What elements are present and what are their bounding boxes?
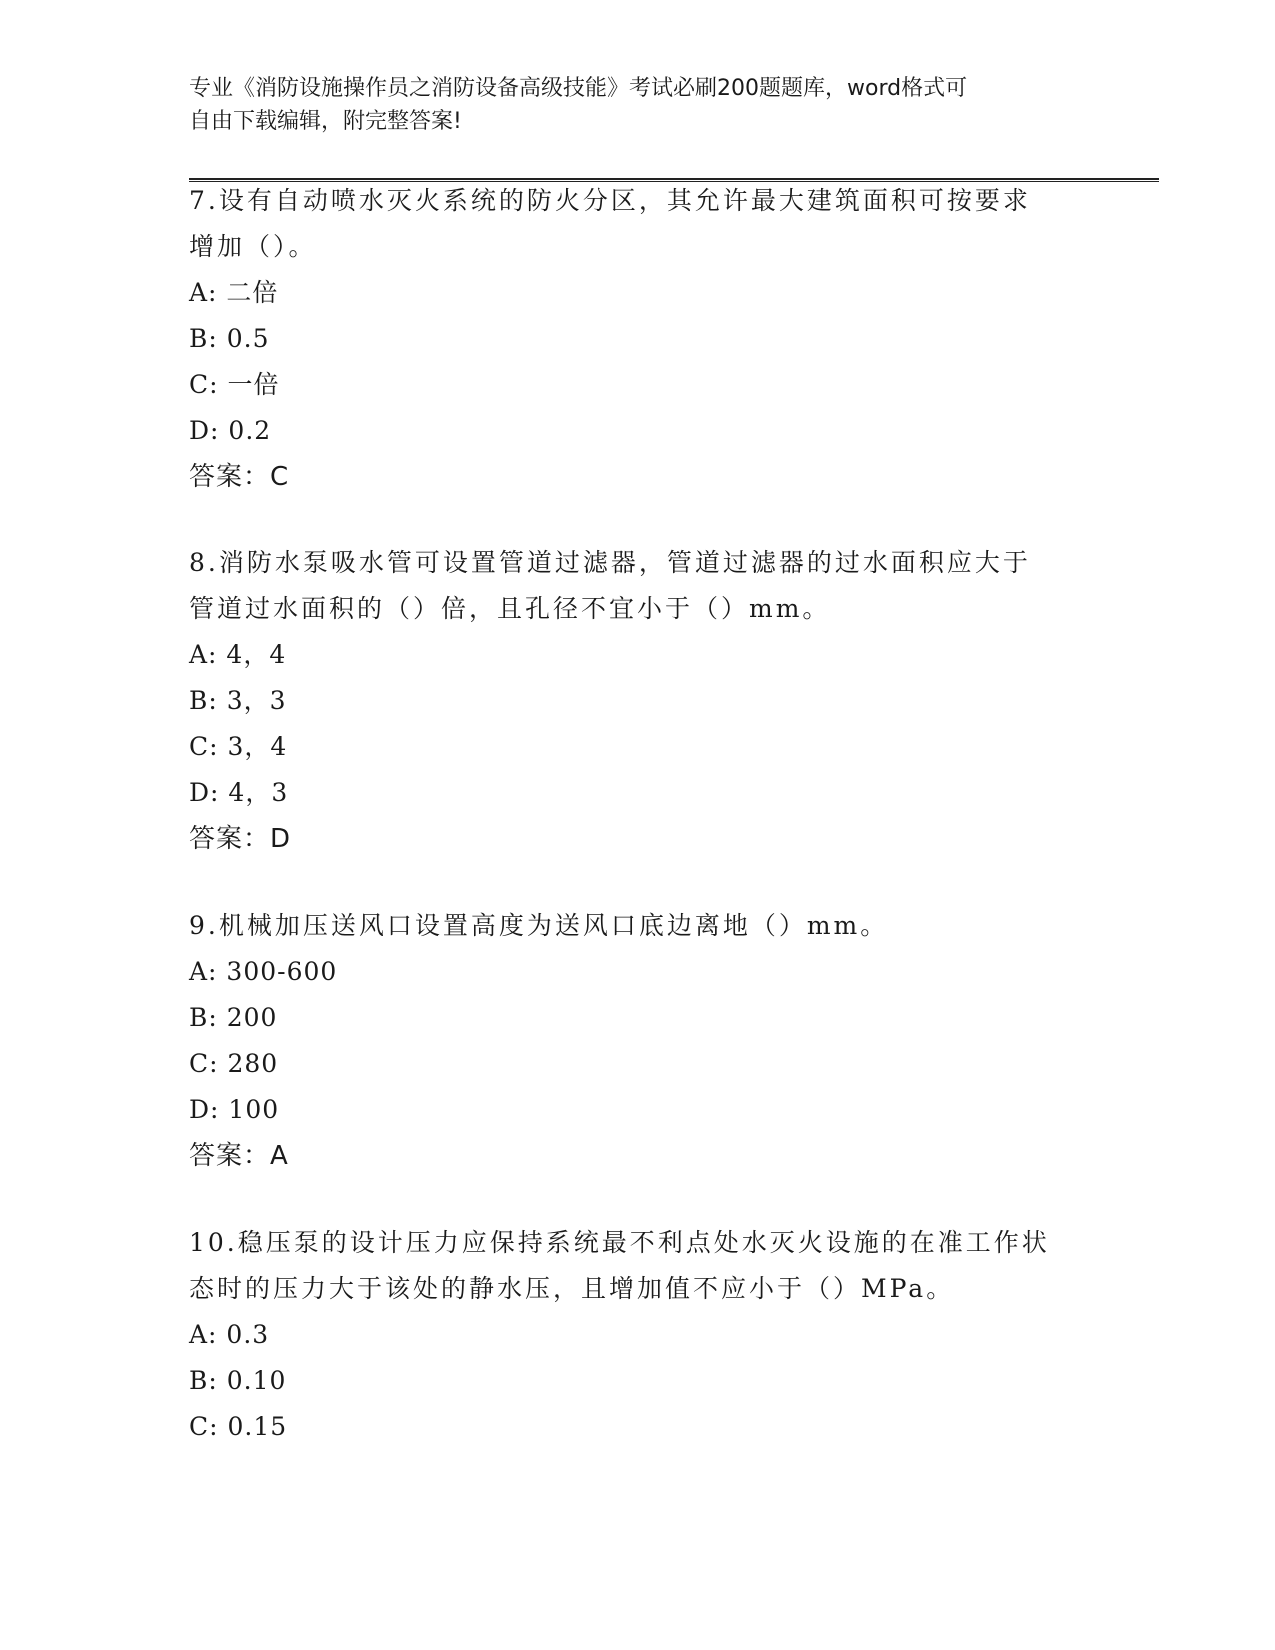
question-7 (189, 178, 1089, 500)
answer-label: 答案：D (189, 824, 292, 854)
option-a: A: 0.3 (189, 1320, 270, 1349)
stem-line: 态时的压力大于该处的静水压，且增加值不应小于（）MPa。 (189, 1274, 955, 1303)
option-b: B: 0.5 (189, 324, 270, 353)
option-c: C: 280 (189, 1049, 279, 1078)
option-a: A: 二倍 (189, 278, 279, 307)
option-d: D: 100 (189, 1095, 280, 1124)
question-stem (189, 178, 1089, 270)
option-b: B: 3，3 (189, 686, 287, 715)
question-stem (189, 903, 1089, 949)
answer-label: 答案：C (189, 462, 290, 492)
option-d: D: 4，3 (189, 778, 289, 807)
document-header (189, 72, 1089, 138)
question-stem (189, 1220, 1089, 1312)
header-line-1: 专业《消防设施操作员之消防设备高级技能》考试必刷200题题库，word格式可 (189, 76, 968, 101)
option-b: B: 200 (189, 1003, 278, 1032)
stem-line: 8.消防水泵吸水管可设置管道过滤器，管道过滤器的过水面积应大于 (189, 548, 1031, 577)
question-9 (189, 903, 1089, 1179)
option-a: A: 300-600 (189, 957, 338, 986)
question-10 (189, 1220, 1089, 1450)
option-c: C: 一倍 (189, 370, 280, 399)
question-8 (189, 540, 1089, 862)
question-stem (189, 540, 1089, 632)
option-a: A: 4，4 (189, 640, 287, 669)
stem-line: 增加（）。 (189, 232, 317, 261)
stem-line: 7.设有自动喷水灭火系统的防火分区，其允许最大建筑面积可按要求 (189, 186, 1031, 215)
option-c: C: 0.15 (189, 1412, 288, 1441)
stem-line: 管道过水面积的（）倍，且孔径不宜小于（）mm。 (189, 594, 831, 623)
header-line-2: 自由下载编辑，附完整答案! (189, 109, 462, 134)
option-b: B: 0.10 (189, 1366, 287, 1395)
answer-label: 答案：A (189, 1141, 289, 1171)
stem-line: 10.稳压泵的设计压力应保持系统最不利点处水灭火设施的在准工作状 (189, 1228, 1050, 1257)
stem-line: 9.机械加压送风口设置高度为送风口底边离地（）mm。 (189, 911, 889, 940)
option-c: C: 3，4 (189, 732, 288, 761)
option-d: D: 0.2 (189, 416, 272, 445)
